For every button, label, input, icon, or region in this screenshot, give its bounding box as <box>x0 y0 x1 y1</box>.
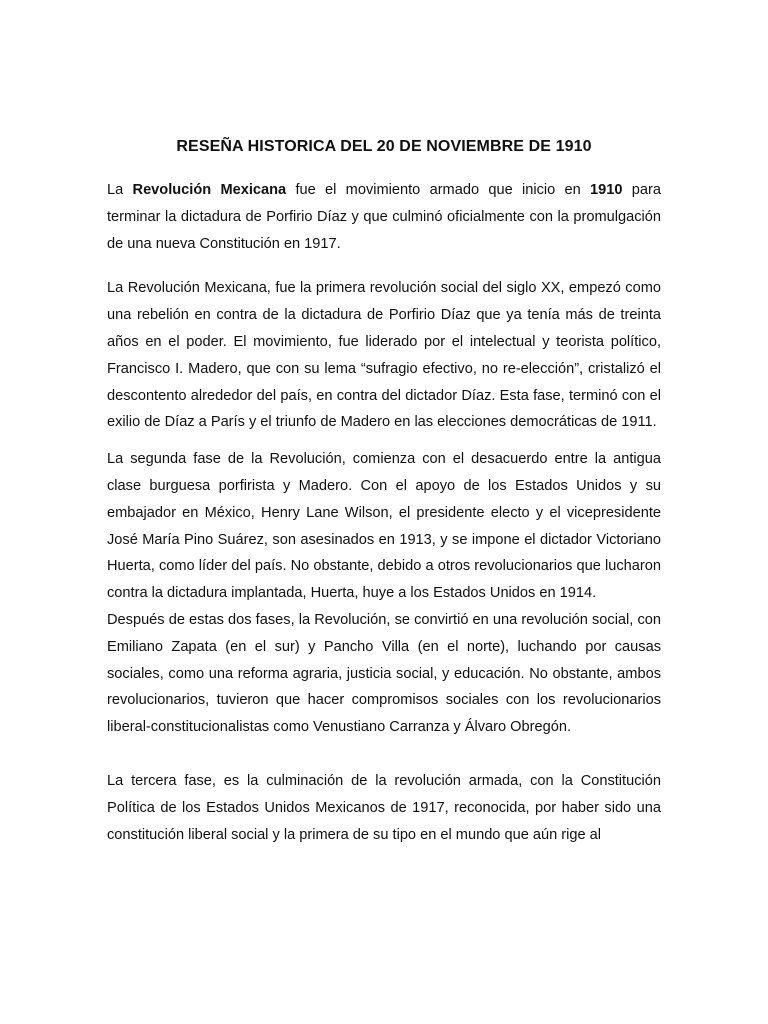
paragraph-intro <box>107 177 661 257</box>
bold-term-year: 1910 <box>590 182 623 198</box>
paragraph-social-phase: Después de estas dos fases, la Revolución, se convirtió en una revolución social, con Emiliano Zapata (en el sur) y Pancho Villa (en el norte), luchando por causas sociales, como una reforma agraria, justicia social, y educación. No obstante, ambos revolucionarios, tuvieron que hacer compromisos sociales con los revolucionarios liberal-constitucionalistas como Venustiano Carranza y Álvaro Obregón. <box>107 611 661 736</box>
paragraph-text: La <box>107 182 133 198</box>
document-page <box>107 136 661 848</box>
paragraph-first-phase: La Revolución Mexicana, fue la primera revolución social del siglo XX, empezó como una rebelión en contra de la dictadura de Porfirio Díaz que ya tenía más de treinta años en el poder. El movimiento, fue liderado por el intelectual y teorista político, Francisco I. Madero, que con su lema “sufragio efectivo, no re-elección”, cristalizó el descontento alrededor del país, en contra del dictador Díaz. Esta fase, terminó con el exilio de Díaz a París y el triunfo de Madero en las elecciones democráticas de 1911. <box>107 280 661 431</box>
bold-term-revolucion: Revolución Mexicana <box>132 182 287 198</box>
document-title: RESEÑA HISTORICA DEL 20 DE NOVIEMBRE DE 1910 <box>176 138 592 155</box>
paragraph-third-phase: La tercera fase, es la culminación de la revolución armada, con la Constitución Política de los Estados Unidos Mexicanos de 1917, reconocida, por haber sido una constitución liberal social y la primera de su tipo en el mundo que aún rige al <box>107 772 661 843</box>
paragraph-text: para terminar la dictadura de Porfirio Díaz y que culminó oficialmente con la promulgación de una nueva Constitución en 1917. <box>107 182 662 252</box>
paragraph-text: fue el movimiento armado que inicio en <box>286 182 591 198</box>
paragraph-second-phase: La segunda fase de la Revolución, comienza con el desacuerdo entre la antigua clase burguesa porfirista y Madero. Con el apoyo de los Estados Unidos y su embajador en México, Henry Lane Wilson, el presidente electo y el vicepresidente José María Pino Suárez, son asesinados en 1913, y se impone el dictador Victoriano Huerta, como líder del país. No obstante, debido a otros revolucionarios que lucharon contra la dictadura implantada, Huerta, huye a los Estados Unidos en 1914. <box>107 451 661 602</box>
